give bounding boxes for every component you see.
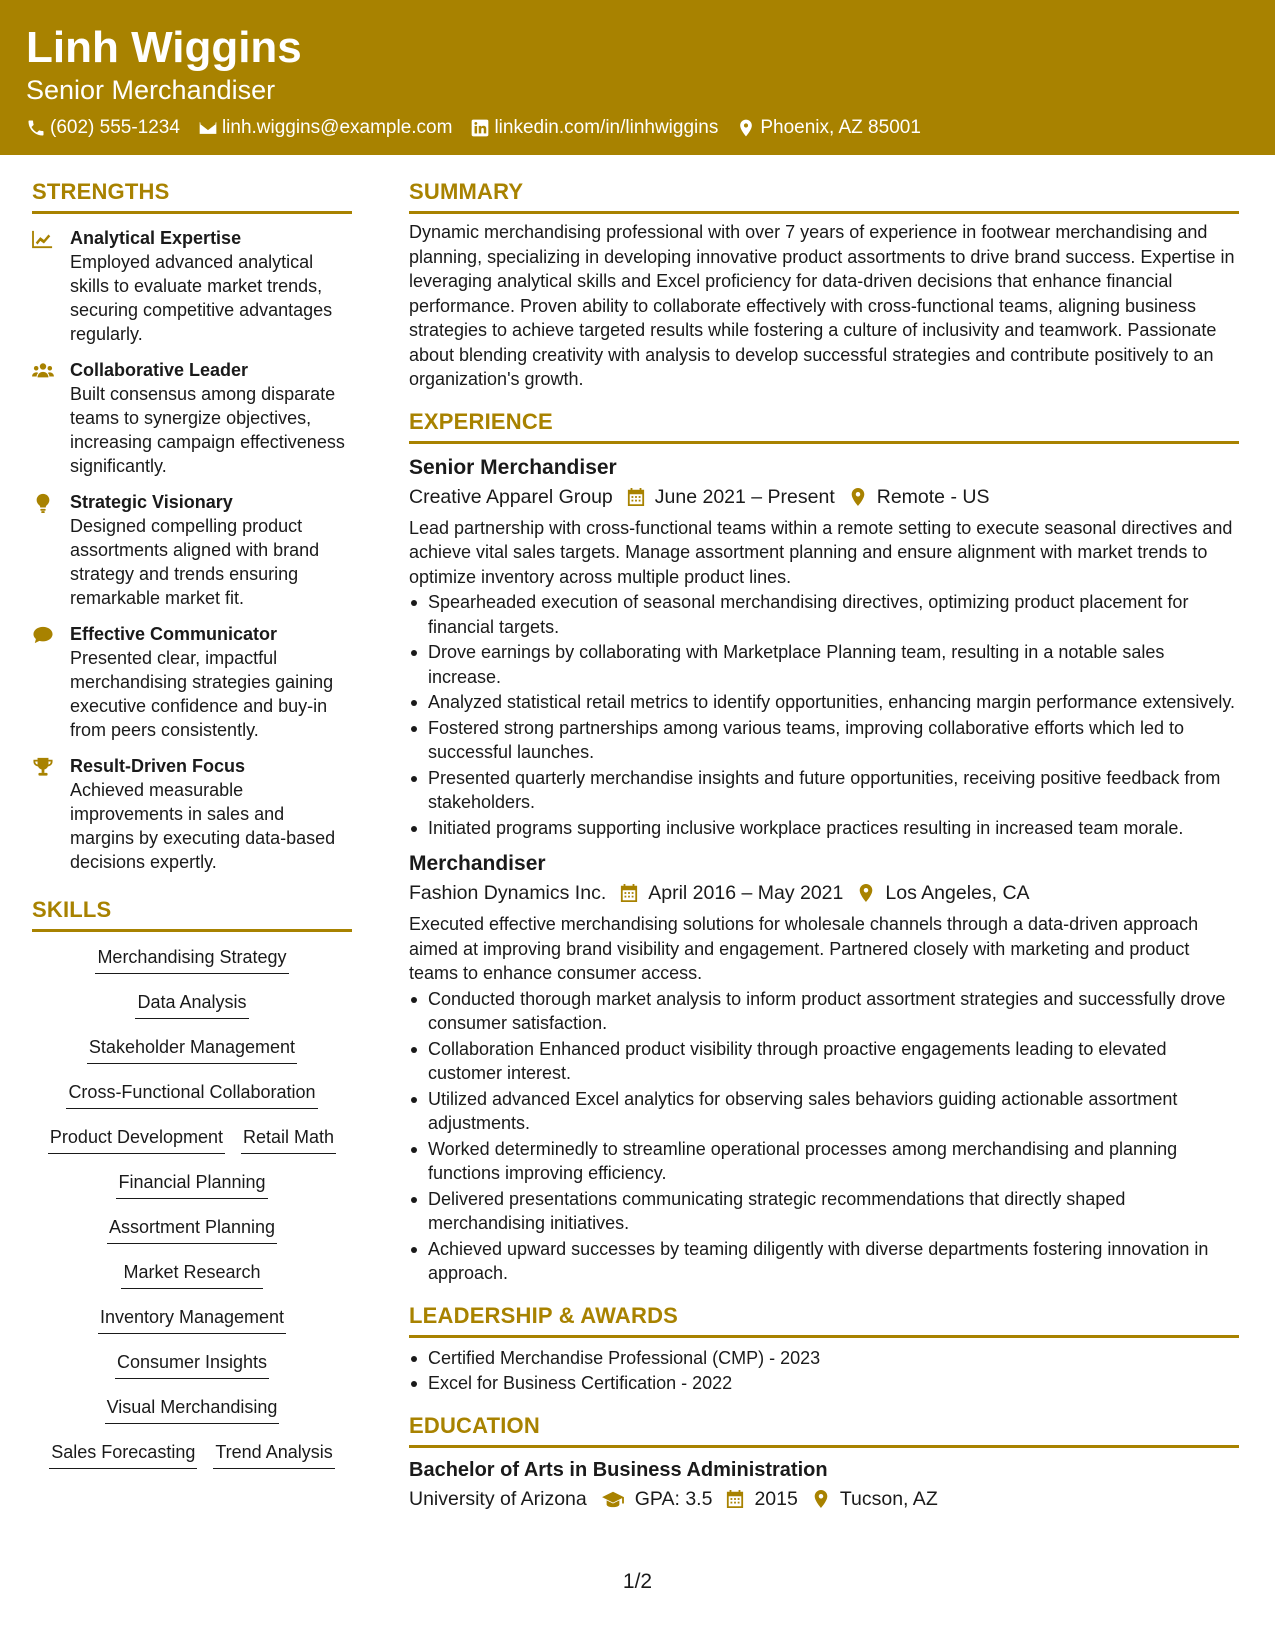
calendar-icon <box>726 1489 744 1509</box>
map-pin-icon <box>849 487 867 507</box>
job-company: Fashion Dynamics Inc. <box>409 882 607 904</box>
job-title: Merchandiser <box>409 852 546 875</box>
map-pin-icon <box>736 118 756 138</box>
skill-tag: Financial Planning <box>116 1169 267 1199</box>
skill-tag: Cross-Functional Collaboration <box>66 1079 317 1109</box>
bullet-item: Spearheaded execution of seasonal merchandising directives, optimizing product placement for financial targets. <box>409 590 1239 639</box>
candidate-role: Senior Merchandiser <box>26 75 276 105</box>
calendar-icon <box>627 487 645 507</box>
strength-desc: Built consensus among disparate teams to synergize objectives, increasing campaign effectiveness significantly. <box>70 384 345 476</box>
strength-desc: Achieved measurable improvements in sales and margins by executing data-based decisions expertly. <box>70 780 336 872</box>
resume-header <box>0 0 1275 155</box>
page-number: 1/2 <box>622 1570 653 1593</box>
job-entry <box>409 454 1239 841</box>
skills-list <box>32 944 352 1484</box>
awards-list <box>409 1346 1239 1396</box>
linkedin-link[interactable]: linkedin.com/in/linhwiggins <box>494 117 719 138</box>
calendar-icon <box>620 883 638 903</box>
bullet-item: Delivered presentations communicating strategic recommendations that directly shaped merchandising initiatives. <box>409 1187 1239 1236</box>
strength-title: Effective Communicator <box>70 624 278 644</box>
job-bullets <box>409 590 1239 840</box>
bullet-item: Collaboration Enhanced product visibility through proactive engagements leading to elevated customer interest. <box>409 1037 1239 1086</box>
skill-tag: Merchandising Strategy <box>95 944 288 974</box>
job-title: Senior Merchandiser <box>409 455 617 479</box>
skill-tag: Assortment Planning <box>107 1214 277 1244</box>
school-name: University of Arizona <box>409 1487 587 1510</box>
right-column <box>409 178 1239 1514</box>
award-item: Certified Merchandise Professional (CMP) - 2023 <box>409 1346 1239 1371</box>
contact-linkedin[interactable] <box>470 115 718 141</box>
summary-heading: SUMMARY <box>409 178 1239 214</box>
job-description: Executed effective merchandising solutions for wholesale channels through a data-driven approach aimed at improving brand visibility and engagement. Partnered closely with marketing and product teams to enhance consumer access. <box>409 914 1199 983</box>
skill-tag: Visual Merchandising <box>105 1394 280 1424</box>
job-dates: April 2016 – May 2021 <box>648 882 844 904</box>
strength-desc: Presented clear, impactful merchandising strategies gaining executive confidence and buy-in from peers consistently. <box>70 648 334 740</box>
contact-email[interactable] <box>198 115 453 141</box>
email-link[interactable]: linh.wiggins@example.com <box>221 117 453 138</box>
strength-desc: Employed advanced analytical skills to evaluate market trends, securing competitive advantages regularly. <box>70 252 333 344</box>
bullet-item: Worked determinedly to streamline operational processes among merchandising and planning functions improving efficiency. <box>409 1137 1239 1186</box>
strength-title: Analytical Expertise <box>70 228 242 248</box>
summary-text: Dynamic merchandising professional with over 7 years of experience in footwear merchandising and planning, specializing in developing innovative product assortments to drive brand success. Expertise in leveraging analytical skills and Excel proficiency for data-driven decisions that enhance financial performance. Proven ability to collaborate effectively with cross-functional teams, aligning business strategies to achieve targeted results while fostering a culture of inclusivity and teamwork. Passionate about blending creativity with analysis to develop successful strategies and contribute positively to an organization's growth. <box>409 222 1235 389</box>
job-meta <box>409 482 1239 512</box>
skill-tag: Inventory Management <box>98 1304 286 1334</box>
left-column <box>32 178 352 1484</box>
phone-text: (602) 555-1234 <box>50 117 180 138</box>
map-pin-icon <box>812 1489 830 1509</box>
job-bullets <box>409 987 1239 1286</box>
bullet-item: Initiated programs supporting inclusive workplace practices resulting in increased team morale. <box>409 816 1239 841</box>
bullet-item: Utilized advanced Excel analytics for observing sales behaviors guiding actionable assortment adjustments. <box>409 1087 1239 1136</box>
job-location: Los Angeles, CA <box>885 882 1030 904</box>
job-location: Remote - US <box>876 485 990 508</box>
phone-icon <box>26 118 46 138</box>
education-heading: EDUCATION <box>409 1412 1239 1448</box>
strength-title: Result-Driven Focus <box>70 756 246 776</box>
bullet-item: Analyzed statistical retail metrics to identify opportunities, enhancing margin performance extensively. <box>409 690 1239 715</box>
job-meta <box>409 878 1239 908</box>
contact-location <box>736 115 921 141</box>
strength-item <box>32 226 352 346</box>
lightbulb-icon <box>32 493 54 513</box>
job-company: Creative Apparel Group <box>409 485 613 508</box>
contact-phone <box>26 115 180 141</box>
school-location: Tucson, AZ <box>839 1487 938 1510</box>
skill-tag: Sales Forecasting <box>49 1439 197 1469</box>
education-meta <box>409 1484 1239 1514</box>
linkedin-icon <box>470 118 490 138</box>
strengths-heading: STRENGTHS <box>32 178 352 214</box>
location-text: Phoenix, AZ 85001 <box>760 117 921 138</box>
strength-item <box>32 754 352 874</box>
graduation-cap-icon <box>601 1489 625 1509</box>
skill-tag: Product Development <box>48 1124 225 1154</box>
strength-item <box>32 358 352 478</box>
job-entry <box>409 850 1239 1286</box>
contact-bar <box>26 115 939 141</box>
envelope-icon <box>198 118 218 138</box>
comment-icon <box>32 625 54 645</box>
job-dates: June 2021 – Present <box>654 485 835 508</box>
candidate-name: Linh Wiggins <box>26 23 302 72</box>
skill-tag: Consumer Insights <box>115 1349 269 1379</box>
skills-heading: SKILLS <box>32 896 352 932</box>
bullet-item: Presented quarterly merchandise insights and future opportunities, receiving positive feedback from stakeholders. <box>409 766 1239 815</box>
degree-title: Bachelor of Arts in Business Administration <box>409 1458 828 1481</box>
strength-item <box>32 622 352 742</box>
strength-desc: Designed compelling product assortments aligned with brand strategy and trends ensuring remarkable market fit. <box>70 516 320 608</box>
strength-title: Strategic Visionary <box>70 492 233 512</box>
skill-tag: Stakeholder Management <box>87 1034 297 1064</box>
skill-tag: Market Research <box>121 1259 262 1289</box>
map-pin-icon <box>857 883 875 903</box>
trophy-icon <box>32 757 54 777</box>
graduation-year: 2015 <box>754 1487 798 1510</box>
skill-tag: Retail Math <box>241 1124 336 1154</box>
bullet-item: Achieved upward successes by teaming diligently with diverse departments fostering innovation in approach. <box>409 1237 1239 1286</box>
skill-tag: Trend Analysis <box>213 1439 334 1469</box>
strength-title: Collaborative Leader <box>70 360 249 380</box>
awards-heading: LEADERSHIP & AWARDS <box>409 1302 1239 1338</box>
chart-line-icon <box>32 229 54 249</box>
skill-tag: Data Analysis <box>135 989 248 1019</box>
award-item: Excel for Business Certification - 2022 <box>409 1371 1239 1396</box>
bullet-item: Drove earnings by collaborating with Marketplace Planning team, resulting in a notable sales increase. <box>409 640 1239 689</box>
bullet-item: Fostered strong partnerships among various teams, improving collaborative efforts which led to successful launches. <box>409 716 1239 765</box>
bullet-item: Conducted thorough market analysis to inform product assortment strategies and successfully drove consumer satisfaction. <box>409 987 1239 1036</box>
experience-heading: EXPERIENCE <box>409 408 1239 444</box>
users-icon <box>32 361 54 381</box>
strength-item <box>32 490 352 610</box>
job-description: Lead partnership with cross-functional teams within a remote setting to execute seasonal directives and achieve vital sales targets. Manage assortment planning and ensure alignment with market trends to optimize inventory across multiple product lines. <box>409 517 1233 587</box>
gpa-text: GPA: 3.5 <box>634 1487 713 1510</box>
